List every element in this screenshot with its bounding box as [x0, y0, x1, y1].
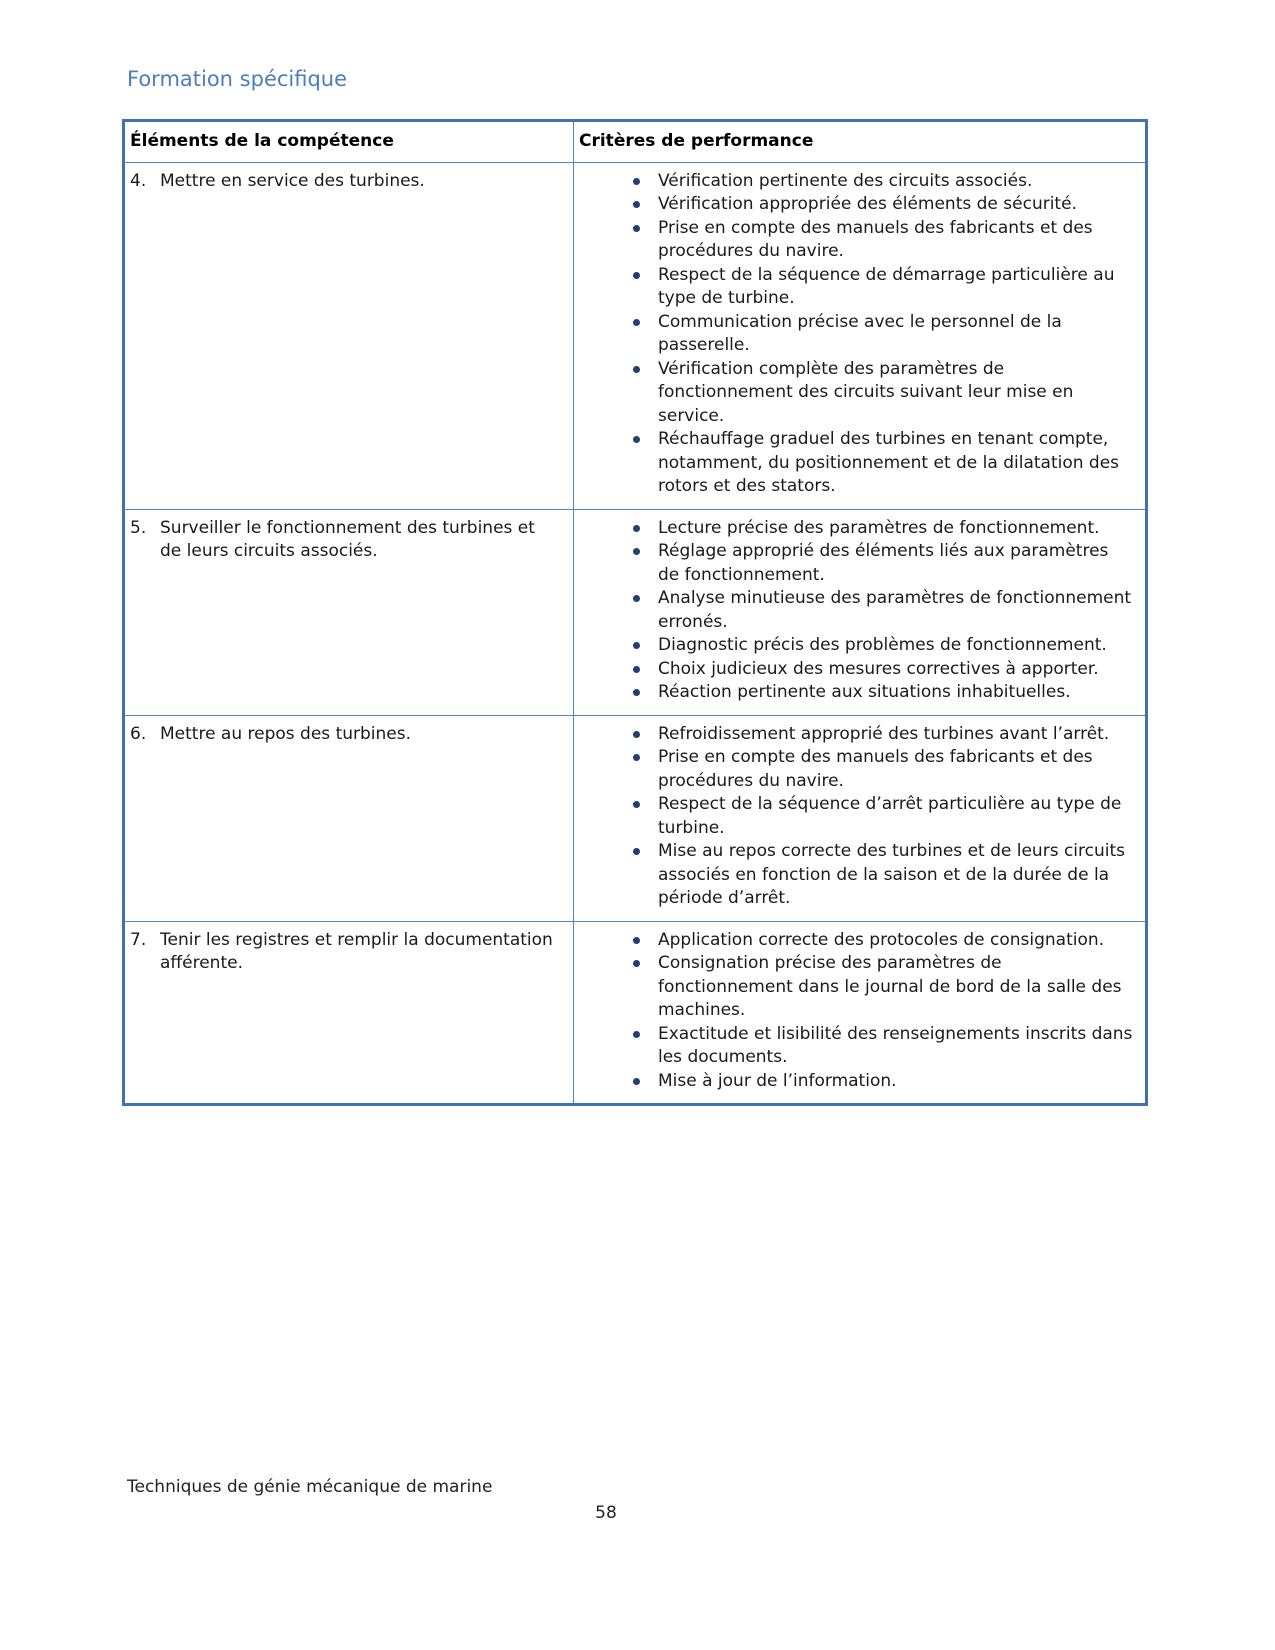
element-item: [130, 929, 561, 976]
bullet-icon: [632, 428, 658, 499]
criteria-text: Respect de la séquence d’arrêt particulière au type de turbine.: [658, 794, 1122, 838]
criteria-item: [632, 793, 1135, 840]
bullet-icon: [632, 658, 658, 682]
criteria-item: [632, 1023, 1135, 1070]
criteria-cell: [574, 509, 1147, 715]
bullet-icon: [632, 170, 658, 194]
element-item: [130, 723, 561, 747]
element-cell: [124, 715, 574, 921]
criteria-cell: [574, 715, 1147, 921]
element-item: [130, 517, 561, 564]
criteria-item: [632, 746, 1135, 793]
bullet-icon: [632, 840, 658, 911]
table-header: [124, 121, 1147, 163]
item-number: 5.: [130, 517, 147, 538]
bullet-icon: [632, 540, 658, 587]
criteria-text: Réglage approprié des éléments liés aux paramètres de fonctionnement.: [658, 541, 1109, 585]
criteria-item: [632, 517, 1135, 541]
criteria-text: Exactitude et lisibilité des renseignements inscrits dans les documents.: [658, 1023, 1133, 1067]
criteria-item: [632, 217, 1135, 264]
criteria-cell: [574, 162, 1147, 509]
criteria-text: Application correcte des protocoles de consignation.: [658, 929, 1105, 950]
criteria-text: Communication précise avec le personnel de la passerelle.: [658, 311, 1062, 355]
criteria-item: [632, 428, 1135, 499]
item-number: 4.: [130, 170, 147, 191]
criteria-item: [632, 587, 1135, 634]
criteria-item: [632, 311, 1135, 358]
bullet-icon: [632, 311, 658, 358]
criteria-item: [632, 929, 1135, 953]
bullet-icon: [632, 723, 658, 747]
bullet-icon: [632, 587, 658, 634]
table-row: [124, 715, 1147, 921]
table-body: [124, 162, 1147, 1105]
criteria-text: Consignation précise des paramètres de fonctionnement dans le journal de bord de la salle des machines.: [658, 953, 1122, 1020]
header-elements: Éléments de la compétence: [124, 121, 574, 163]
bullet-icon: [632, 746, 658, 793]
table-row: [124, 162, 1147, 509]
element-text: Surveiller le fonctionnement des turbines et de leurs circuits associés.: [160, 517, 535, 561]
bullet-icon: [632, 1070, 658, 1094]
element-text: Tenir les registres et remplir la documentation afférente.: [160, 929, 553, 973]
criteria-text: Vérification complète des paramètres de fonctionnement des circuits suivant leur mise en service.: [658, 358, 1074, 426]
criteria-text: Réaction pertinente aux situations inhabituelles.: [658, 682, 1071, 702]
criteria-text: Prise en compte des manuels des fabricants et des procédures du navire.: [658, 747, 1093, 791]
criteria-text: Mise à jour de l’information.: [658, 1070, 897, 1091]
bullet-icon: [632, 634, 658, 658]
criteria-text: Choix judicieux des mesures correctives à apporter.: [658, 658, 1099, 679]
criteria-list: [574, 929, 1139, 1094]
criteria-list: [574, 723, 1139, 911]
criteria-item: [632, 681, 1135, 705]
criteria-list: [574, 170, 1139, 499]
bullet-icon: [632, 193, 658, 217]
element-cell: [124, 921, 574, 1105]
criteria-text: Mise au repos correcte des turbines et de leurs circuits associés en fonction de la saison et de la durée de la période d’arrêt.: [658, 841, 1126, 908]
bullet-icon: [632, 264, 658, 311]
table-row: [124, 921, 1147, 1105]
criteria-text: Diagnostic précis des problèmes de fonctionnement.: [658, 635, 1107, 655]
criteria-text: Analyse minutieuse des paramètres de fonctionnement erronés.: [658, 588, 1132, 632]
page-number: 58: [595, 1503, 617, 1523]
item-number: 7.: [130, 929, 147, 950]
bullet-icon: [632, 929, 658, 953]
bullet-icon: [632, 952, 658, 1023]
bullet-icon: [632, 217, 658, 264]
bullet-icon: [632, 1023, 658, 1070]
criteria-item: [632, 170, 1135, 194]
criteria-text: Réchauffage graduel des turbines en tenant compte, notamment, du positionnement et de la dilatation des rotors et des stators.: [658, 429, 1120, 496]
criteria-text: Vérification pertinente des circuits associés.: [658, 170, 1033, 191]
element-item: [130, 170, 561, 194]
criteria-item: [632, 540, 1135, 587]
item-number: 6.: [130, 723, 147, 744]
criteria-item: [632, 723, 1135, 747]
criteria-text: Vérification appropriée des éléments de sécurité.: [658, 194, 1077, 214]
bullet-icon: [632, 793, 658, 840]
criteria-item: [632, 634, 1135, 658]
element-text: Mettre au repos des turbines.: [160, 723, 412, 744]
criteria-item: [632, 264, 1135, 311]
element-text: Mettre en service des turbines.: [160, 170, 425, 191]
bullet-icon: [632, 517, 658, 541]
criteria-list: [574, 517, 1139, 705]
competency-table: [122, 119, 1148, 1106]
criteria-item: [632, 840, 1135, 911]
criteria-text: Lecture précise des paramètres de fonctionnement.: [658, 517, 1100, 538]
criteria-item: [632, 1070, 1135, 1094]
criteria-cell: [574, 921, 1147, 1105]
bullet-icon: [632, 358, 658, 429]
footer-program-title: Techniques de génie mécanique de marine: [127, 1477, 493, 1497]
criteria-text: Respect de la séquence de démarrage particulière au type de turbine.: [658, 264, 1115, 308]
criteria-item: [632, 358, 1135, 429]
bullet-icon: [632, 681, 658, 705]
section-heading: Formation spécifique: [127, 67, 348, 91]
criteria-text: Refroidissement approprié des turbines avant l’arrêt.: [658, 723, 1110, 744]
element-cell: [124, 509, 574, 715]
header-row: [124, 121, 1147, 163]
criteria-item: [632, 193, 1135, 217]
header-criteria: Critères de performance: [574, 121, 1147, 163]
element-cell: [124, 162, 574, 509]
table-row: [124, 509, 1147, 715]
criteria-item: [632, 658, 1135, 682]
criteria-item: [632, 952, 1135, 1023]
criteria-text: Prise en compte des manuels des fabricants et des procédures du navire.: [658, 217, 1093, 261]
